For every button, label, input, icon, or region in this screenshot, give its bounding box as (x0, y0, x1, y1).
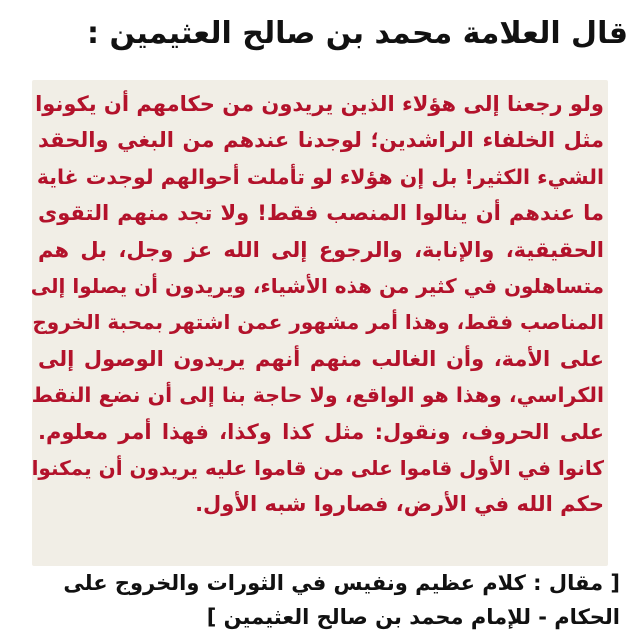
quote-line: على الحروف، ونقول: مثل كذا وكذا، فهذا أمر معلوم. (38, 419, 604, 444)
quote-line: ما عندهم أن ينالوا المنصب فقط! ولا تجد منهم التقوى (38, 201, 604, 226)
quote-line: الحقيقية، والإنابة، والرجوع إلى الله عز وجل، بل هم (38, 237, 604, 262)
quote-line: متساهلون في كثير من هذه الأشياء، ويريدون أن يصلوا إلى (30, 273, 604, 298)
quote-line: ولو رجعنا إلى هؤلاء الذين يريدون من حكامهم أن يكونوا (35, 92, 604, 116)
quote-line: حكم الله في الأرض، فصاروا شبه الأول. (195, 492, 604, 517)
quote-line: مثل الخلفاء الراشدين؛ لوجدنا عندهم من البغي والحقد (38, 128, 604, 153)
source-line: الحكام - للإمام محمد بن صالح العثيمين ] (206, 605, 620, 629)
quote-line: كانوا في الأول قاموا على من قاموا عليه يريدون أن يمكنوا (31, 455, 604, 480)
quote-line: الشيء الكثير! بل إن هؤلاء لو تأملت أحوالهم لوجدت غاية (36, 164, 604, 189)
quote-text (26, 86, 616, 523)
attribution-heading: قال العلامة محمد بن صالح العثيمين : (87, 16, 628, 51)
source-line: [ مقال : كلام عظيم ونفيس في الثورات والخروج على (63, 571, 620, 595)
quote-line: المناصب فقط، وهذا أمر مشهور عمن اشتهر بمحبة الخروج (32, 310, 604, 335)
source-citation (20, 566, 620, 634)
quote-line: الكراسي، وهذا هو الواقع، ولا حاجة بنا إلى أن نضع النقط (31, 383, 604, 408)
quote-line: على الأمة، وأن الغالب منهم أنهم يريدون الوصول إلى (38, 346, 604, 371)
